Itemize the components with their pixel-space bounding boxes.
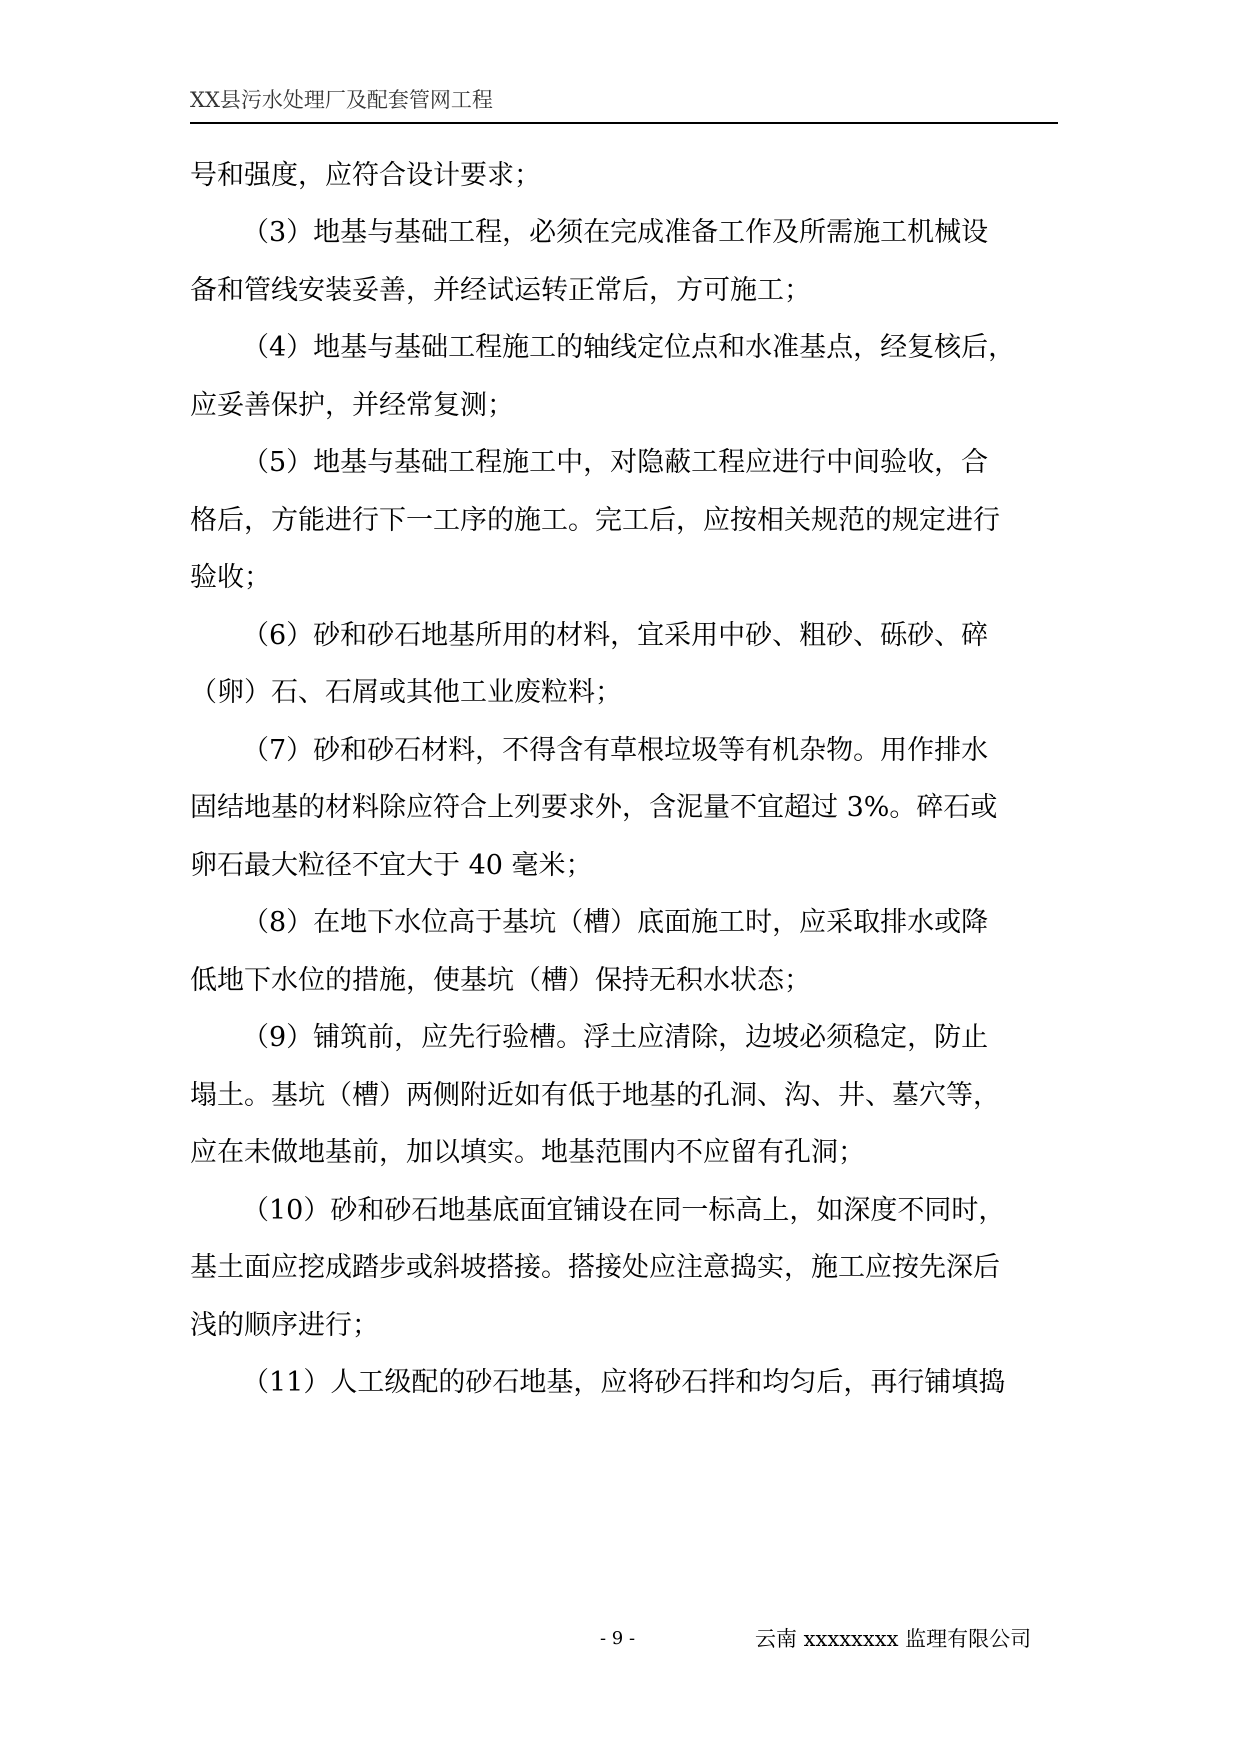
text-line: （11）人工级配的砂石地基，应将砂石拌和均匀后，再行铺填捣 bbox=[242, 1367, 1006, 1398]
text-line: 备和管线安装妥善，并经试运转正常后，方可施工； bbox=[190, 275, 811, 306]
text-line: （5）地基与基础工程施工中，对隐蔽工程应进行中间验收，合 bbox=[242, 447, 989, 478]
text-line: 格后，方能进行下一工序的施工。完工后，应按相关规范的规定进行 bbox=[190, 505, 1000, 536]
text-line: （卵）石、石屑或其他工业废粒料； bbox=[190, 677, 622, 708]
text-line: （8）在地下水位高于基坑（槽）底面施工时，应采取排水或降 bbox=[242, 907, 989, 938]
text-line: 塌土。基坑（槽）两侧附近如有低于地基的孔洞、沟、井、墓穴等， bbox=[190, 1080, 1000, 1111]
text-line: 应在未做地基前，加以填实。地基范围内不应留有孔洞； bbox=[190, 1137, 865, 1168]
page-number: - 9 - bbox=[600, 1628, 636, 1649]
text-line: （9）铺筑前，应先行验槽。浮土应清除，边坡必须稳定，防止 bbox=[242, 1022, 989, 1053]
text-line: 低地下水位的措施，使基坑（槽）保持无积水状态； bbox=[190, 965, 811, 996]
text-line: （10）砂和砂石地基底面宜铺设在同一标高上，如深度不同时， bbox=[242, 1195, 1006, 1226]
footer-company: 云南 xxxxxxxx 监理有限公司 bbox=[755, 1627, 1032, 1651]
text-line: （4）地基与基础工程施工的轴线定位点和水准基点，经复核后， bbox=[242, 332, 1016, 363]
text-line: 浅的顺序进行； bbox=[190, 1310, 379, 1341]
text-line: （3）地基与基础工程，必须在完成准备工作及所需施工机械设 bbox=[242, 217, 989, 248]
text-line: （6）砂和砂石地基所用的材料，宜采用中砂、粗砂、砾砂、碎 bbox=[242, 620, 989, 651]
text-line: 固结地基的材料除应符合上列要求外，含泥量不宜超过 3%。碎石或 bbox=[190, 792, 998, 823]
text-line: 号和强度，应符合设计要求； bbox=[190, 160, 541, 191]
text-line: 验收； bbox=[190, 562, 271, 593]
text-line: （7）砂和砂石材料，不得含有草根垃圾等有机杂物。用作排水 bbox=[242, 735, 989, 766]
page-header bbox=[190, 86, 1058, 124]
text-line: 应妥善保护，并经常复测； bbox=[190, 390, 514, 421]
header-title: XX县污水处理厂及配套管网工程 bbox=[190, 88, 493, 112]
text-line: 卵石最大粒径不宜大于 40 毫米； bbox=[190, 850, 593, 881]
text-line: 基土面应挖成踏步或斜坡搭接。搭接处应注意捣实，施工应按先深后 bbox=[190, 1252, 1000, 1283]
